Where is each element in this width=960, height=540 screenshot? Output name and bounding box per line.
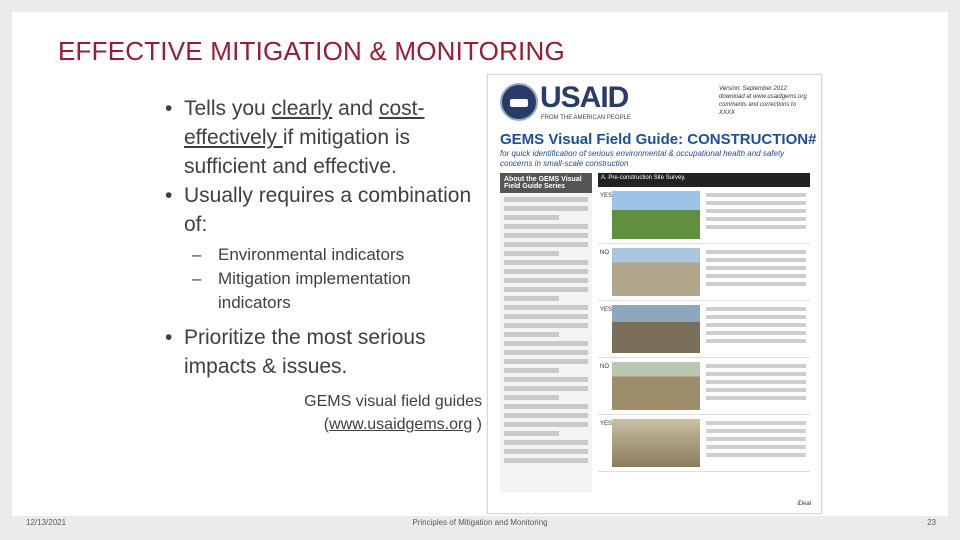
guide-sidebar xyxy=(500,173,592,493)
field-guide-image xyxy=(487,74,822,514)
checklist-row: YES xyxy=(598,187,810,244)
site-photo xyxy=(612,191,700,239)
sub-bullet-item: – Environmental indicators xyxy=(162,243,482,267)
usaid-tagline: FROM THE AMERICAN PEOPLE xyxy=(541,115,631,121)
usaid-logo: USAID xyxy=(540,81,629,114)
version-note: Version: September 2012 download at www.usaidgems.org comments and corrections to XXXX xyxy=(719,86,807,116)
checklist-row: YES xyxy=(598,415,810,472)
footer-title: Principles of Mitigation and Monitoring xyxy=(412,518,548,527)
bullet-item: • Usually requires a combination of: xyxy=(162,181,482,239)
image-caption: GEMS visual field guides (www.usaidgems.org ) xyxy=(304,393,482,433)
site-photo xyxy=(612,248,700,296)
sub-bullet-item: – Mitigation implementation indicators xyxy=(192,269,411,312)
page-number: 23 xyxy=(927,518,936,527)
usaid-seal-icon xyxy=(500,83,538,121)
bullet-item: • Tells you clearly and cost-effectively if mitigation is sufficient and effective. xyxy=(162,94,482,181)
checklist-row: NO xyxy=(598,358,810,415)
slide-title: EFFECTIVE MITIGATION & MONITORING xyxy=(58,36,565,66)
bullet-dot-icon: • xyxy=(165,97,173,120)
site-photo xyxy=(612,362,700,410)
guide-title: GEMS Visual Field Guide: CONSTRUCTION# xyxy=(500,131,817,148)
checklist-row: YES xyxy=(598,301,810,358)
gems-link[interactable]: www.usaidgems.org xyxy=(329,416,473,433)
site-photo xyxy=(612,305,700,353)
guide-subtitle: for quick identification of serious environmental & occupational health and safety concerns in small-scale construction xyxy=(500,149,785,168)
section-header: A. Pre-construction Site Survey. xyxy=(598,173,810,187)
site-photo xyxy=(612,419,700,467)
sidebar-heading: About the GEMS Visual Field Guide Series xyxy=(500,173,592,193)
bullet-item: • Prioritize the most serious impacts & issues. xyxy=(162,323,482,381)
dash-icon: – xyxy=(192,245,202,264)
guide-footer-logo: iDeal xyxy=(797,501,811,507)
dash-icon: – xyxy=(192,269,202,288)
bullet-dot-icon: • xyxy=(165,326,173,349)
bullet-dot-icon: • xyxy=(165,184,173,207)
checklist-row: NO xyxy=(598,244,810,301)
slide xyxy=(12,12,948,527)
footer-date: 12/13/2021 xyxy=(26,518,67,527)
guide-checklist xyxy=(598,173,810,493)
bullet-list xyxy=(162,94,482,381)
